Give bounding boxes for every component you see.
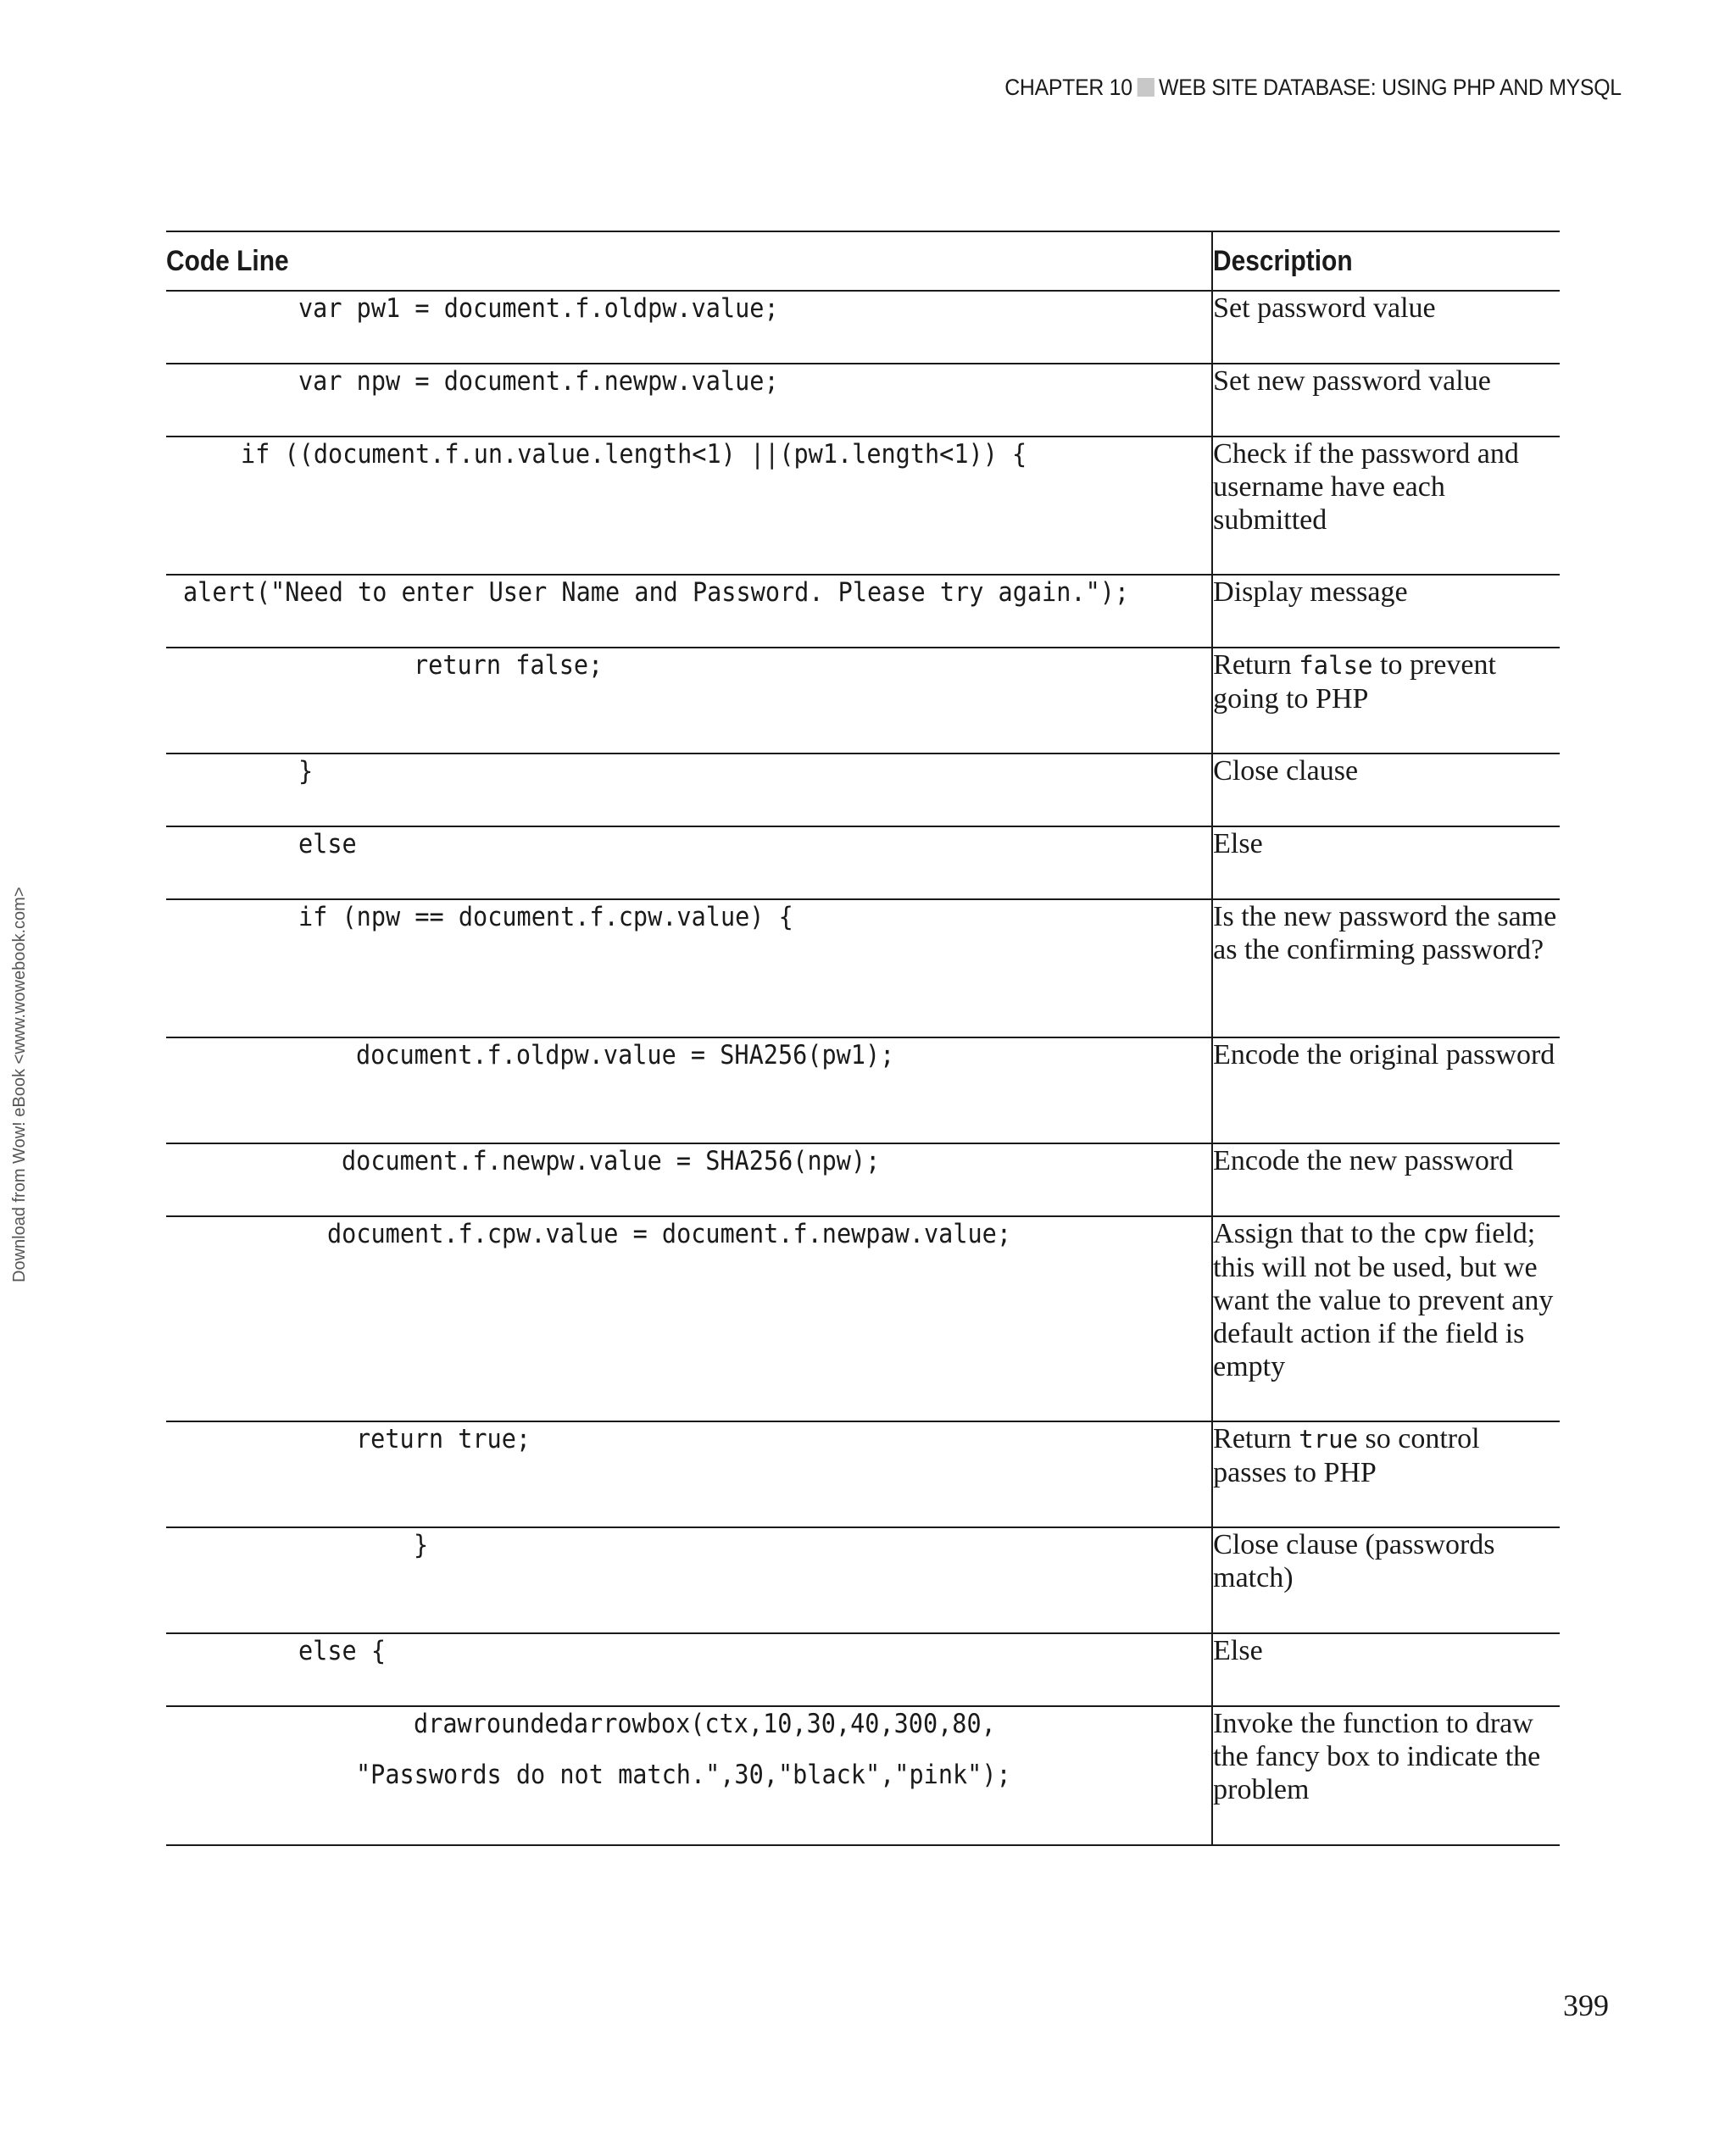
inline-code: false (1299, 651, 1373, 680)
table-row (166, 1527, 1560, 1633)
code-cell: else { (166, 1633, 1212, 1706)
description-cell: Else (1212, 826, 1560, 899)
table-row (166, 1037, 1560, 1143)
page-number: 399 (1563, 1988, 1609, 2022)
chapter-label: CHAPTER 10 (1004, 75, 1132, 100)
code-cell: } (166, 1527, 1212, 1633)
description-cell: Return false to prevent going to PHP (1212, 648, 1560, 754)
description-cell: Else (1212, 1633, 1560, 1706)
table-row (166, 1421, 1560, 1527)
description-cell: Close clause (passwords match) (1212, 1527, 1560, 1633)
description-cell: Is the new password the same as the confirming password? (1212, 899, 1560, 1037)
description-cell: Invoke the function to draw the fancy box to indicate the problem (1212, 1706, 1560, 1845)
chapter-title: WEB SITE DATABASE: USING PHP AND MYSQL (1159, 75, 1622, 100)
table-row (166, 291, 1560, 364)
table-row (166, 1706, 1560, 1845)
description-cell: Assign that to the cpw field; this will not be used, but we want the value to prevent any default action if the field is empty (1212, 1216, 1560, 1421)
table-row (166, 1633, 1560, 1706)
column-header-code: Code Line (166, 231, 1212, 291)
table-row (166, 826, 1560, 899)
code-cell: var npw = document.f.newpw.value; (166, 364, 1212, 437)
table-header-row (166, 231, 1560, 291)
table-row (166, 575, 1560, 648)
code-cell: alert("Need to enter User Name and Password. Please try again."); (166, 575, 1212, 648)
code-cell: if ((document.f.un.value.length<1) ||(pw1.length<1)) { (166, 437, 1212, 575)
description-cell: Encode the new password (1212, 1143, 1560, 1216)
inline-code: cpw (1422, 1220, 1467, 1248)
description-cell: Close clause (1212, 754, 1560, 826)
table-row (166, 437, 1560, 575)
code-cell: document.f.cpw.value = document.f.newpaw.value; (166, 1216, 1212, 1421)
column-header-description: Description (1212, 231, 1560, 291)
table-row (166, 899, 1560, 1037)
description-cell: Set new password value (1212, 364, 1560, 437)
code-cell: drawroundedarrowbox(ctx,10,30,40,300,80, "Passwords do not match.",30,"black","pink"); (166, 1706, 1212, 1845)
code-cell: return true; (166, 1421, 1212, 1527)
description-cell: Encode the original password (1212, 1037, 1560, 1143)
description-cell: Check if the password and username have each submitted (1212, 437, 1560, 575)
table-row (166, 1143, 1560, 1216)
table-row (166, 754, 1560, 826)
inline-code: true (1299, 1425, 1359, 1454)
table-row (166, 1216, 1560, 1421)
code-cell: else (166, 826, 1212, 899)
code-cell: var pw1 = document.f.oldpw.value; (166, 291, 1212, 364)
download-watermark: Download from Wow! eBook <www.wowebook.com> (10, 887, 29, 1282)
table-row (166, 648, 1560, 754)
description-cell: Return true so control passes to PHP (1212, 1421, 1560, 1527)
table-row (166, 364, 1560, 437)
separator-square-icon (1137, 78, 1154, 97)
running-head (1004, 75, 1622, 101)
code-cell: return false; (166, 648, 1212, 754)
code-cell: if (npw == document.f.cpw.value) { (166, 899, 1212, 1037)
code-cell: } (166, 754, 1212, 826)
code-cell: document.f.newpw.value = SHA256(npw); (166, 1143, 1212, 1216)
description-cell: Set password value (1212, 291, 1560, 364)
code-description-table (166, 231, 1560, 1846)
description-cell: Display message (1212, 575, 1560, 648)
code-cell: document.f.oldpw.value = SHA256(pw1); (166, 1037, 1212, 1143)
